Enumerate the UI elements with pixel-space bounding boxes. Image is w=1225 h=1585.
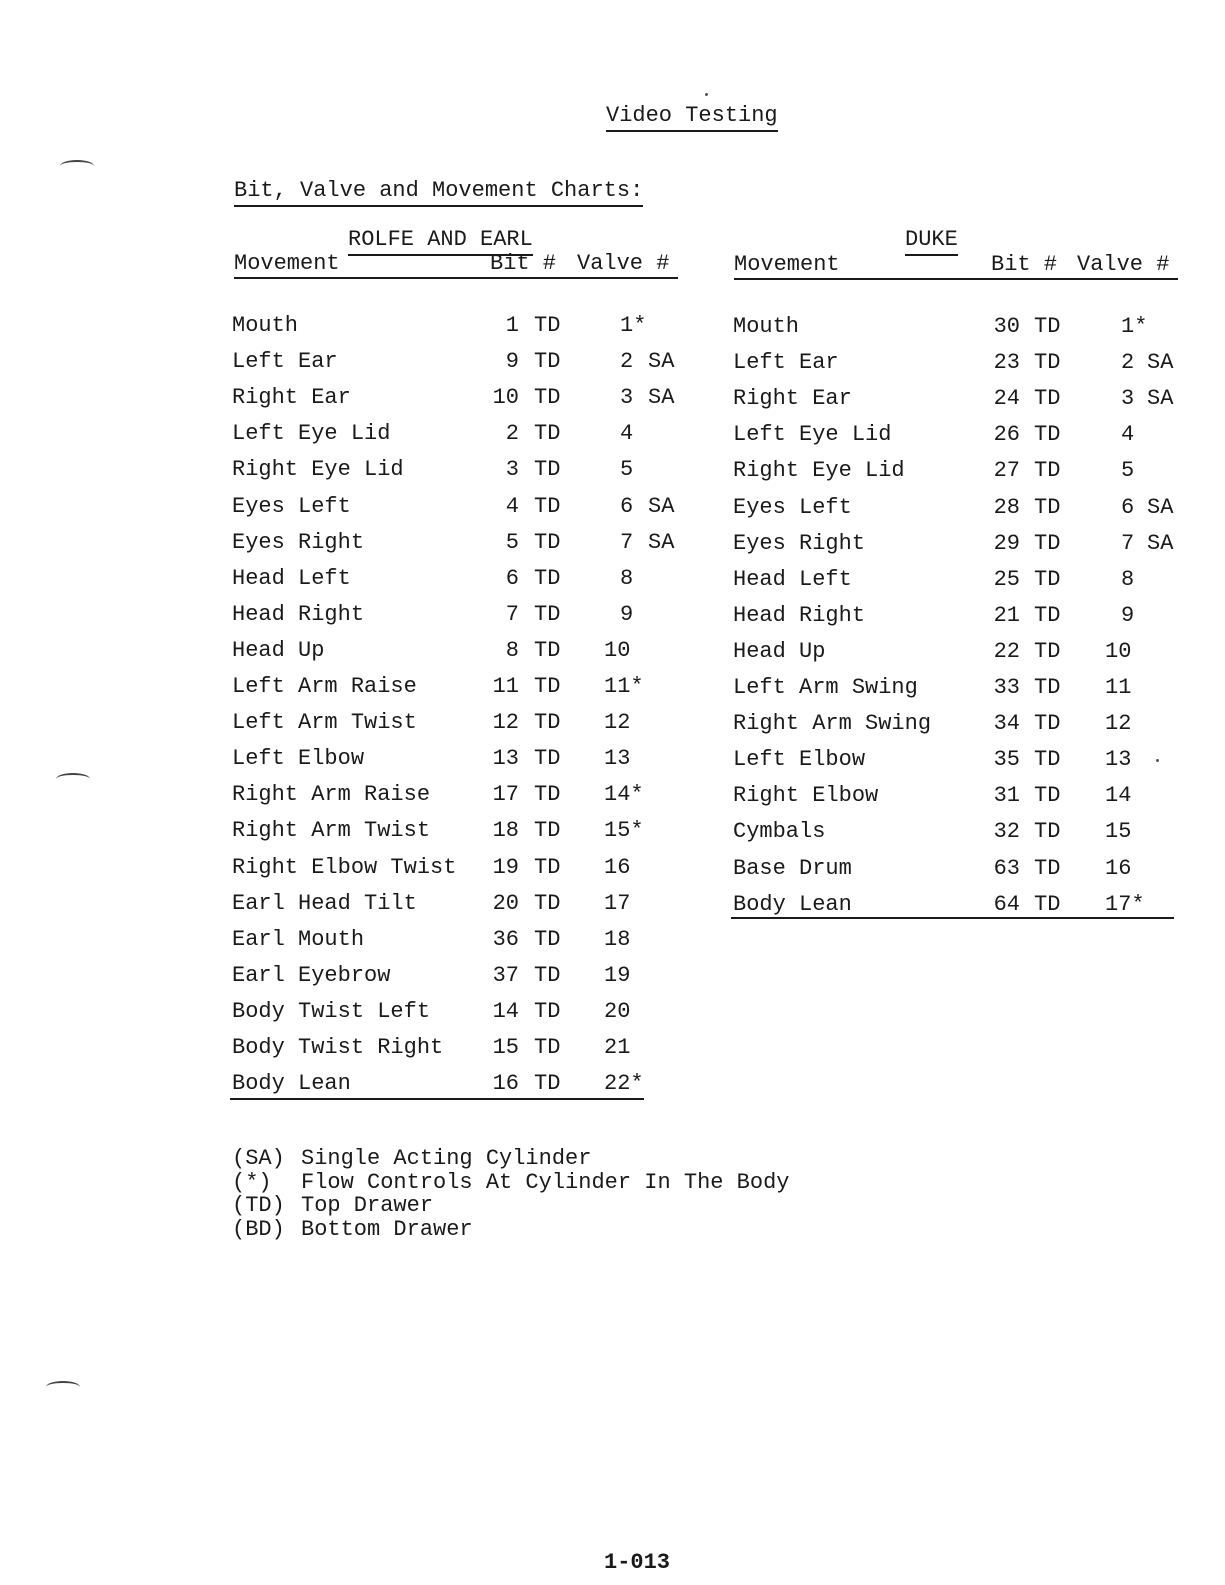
flag-cell: SA <box>648 385 675 411</box>
drawer-cell: TD <box>534 421 561 447</box>
movement-cell: Left Eye Lid <box>733 422 892 448</box>
bit-cell: 33 <box>993 675 1020 700</box>
drawer-cell: TD <box>1034 747 1061 773</box>
valve-cell: 19 <box>604 962 631 988</box>
movement-cell: Left Eye Lid <box>232 421 391 447</box>
drawer-cell: TD <box>534 782 561 808</box>
valve-cell: 18 <box>604 926 631 952</box>
bit-cell: 35 <box>993 747 1020 773</box>
drawer-cell: TD <box>534 854 561 880</box>
bit-cell: 4 <box>505 493 519 519</box>
drawer-cell: TD <box>1034 602 1061 628</box>
movement-cell: Earl Eyebrow <box>232 962 391 988</box>
valve-cell: 12 <box>1105 711 1132 737</box>
bit-cell: 24 <box>993 386 1020 412</box>
flag-cell: SA <box>648 529 675 555</box>
movement-cell: Body Lean <box>232 1071 351 1097</box>
valve-cell: 14* <box>604 782 644 808</box>
drawer-cell: TD <box>1034 675 1061 700</box>
bit-cell: 11 <box>492 674 519 699</box>
valve-cell: 5 <box>620 457 634 483</box>
valve-cell: 16 <box>604 854 631 880</box>
valve-cell: 8 <box>620 565 634 591</box>
drawer-cell: TD <box>1034 819 1061 845</box>
drawer-cell: TD <box>534 529 561 555</box>
valve-cell: 10 <box>604 637 631 663</box>
legend-text: Top Drawer <box>301 1193 434 1219</box>
legend-code: (SA) <box>232 1146 285 1171</box>
chart-subtitle: Bit, Valve and Movement Charts: <box>234 180 643 207</box>
page-title: Video Testing <box>606 105 778 132</box>
movement-cell: Right Elbow Twist <box>232 854 457 880</box>
right-table-bottom-rule <box>731 917 1174 919</box>
movement-cell: Right Ear <box>733 386 852 412</box>
drawer-cell: TD <box>534 890 561 916</box>
movement-cell: Mouth <box>733 314 800 339</box>
scan-speck <box>705 93 708 96</box>
drawer-cell: TD <box>1034 566 1061 592</box>
movement-cell: Left Arm Raise <box>232 674 417 699</box>
drawer-cell: TD <box>534 601 561 627</box>
flag-cell: SA <box>1147 530 1174 556</box>
valve-cell: 9 <box>1121 602 1135 628</box>
drawer-cell: TD <box>1034 422 1061 448</box>
flag-cell: SA <box>648 349 675 375</box>
legend-code: (BD) <box>232 1217 285 1243</box>
movement-cell: Base Drum <box>733 855 852 881</box>
movement-cell: Body Lean <box>733 891 852 917</box>
bit-cell: 3 <box>505 457 519 483</box>
left-group-title: ROLFE AND EARL <box>348 229 533 256</box>
flag-cell: SA <box>1147 386 1174 412</box>
bit-cell: 23 <box>993 350 1020 376</box>
bit-cell: 2 <box>505 421 519 447</box>
drawer-cell: TD <box>1034 638 1061 664</box>
drawer-cell: TD <box>1034 386 1061 412</box>
drawer-cell: TD <box>534 1035 561 1060</box>
bit-cell: 17 <box>492 782 519 808</box>
valve-cell: 6 <box>620 493 634 519</box>
drawer-cell: TD <box>534 493 561 519</box>
bit-cell: 34 <box>993 711 1020 737</box>
valve-cell: 6 <box>1121 494 1135 520</box>
flag-cell: SA <box>648 493 675 519</box>
bit-cell: 30 <box>993 314 1020 339</box>
left-header-movement: Movement <box>234 251 340 276</box>
bit-cell: 26 <box>993 422 1020 448</box>
movement-cell: Left Arm Twist <box>232 710 417 736</box>
valve-cell: 16 <box>1105 855 1132 881</box>
valve-cell: 7 <box>620 529 634 555</box>
drawer-cell: TD <box>534 1071 561 1097</box>
valve-cell: 7 <box>1121 530 1135 556</box>
drawer-cell: TD <box>1034 350 1061 376</box>
valve-cell: 13 <box>604 746 631 772</box>
movement-cell: Right Arm Twist <box>232 818 431 844</box>
bit-cell: 15 <box>492 1035 519 1060</box>
drawer-cell: TD <box>534 746 561 772</box>
left-table-bottom-rule <box>230 1098 644 1100</box>
bit-cell: 27 <box>993 458 1020 484</box>
valve-cell: 17 <box>604 890 631 916</box>
drawer-cell: TD <box>1034 314 1061 339</box>
punch-hole-mark <box>60 160 94 172</box>
drawer-cell: TD <box>534 818 561 844</box>
punch-hole-mark <box>56 773 90 785</box>
valve-cell: 20 <box>604 998 631 1024</box>
movement-cell: Head Left <box>232 565 351 591</box>
valve-cell: 2 <box>620 349 634 375</box>
drawer-cell: TD <box>1034 891 1061 917</box>
bit-cell: 7 <box>505 601 519 627</box>
bit-cell: 12 <box>492 710 519 736</box>
bit-cell: 64 <box>993 891 1020 917</box>
bit-cell: 25 <box>993 566 1020 592</box>
left-header-bit: Bit # <box>490 251 557 276</box>
movement-cell: Head Left <box>733 566 852 592</box>
valve-cell: 1* <box>1121 314 1148 339</box>
movement-cell: Right Arm Swing <box>733 711 932 737</box>
valve-cell: 11 <box>1105 675 1132 700</box>
bit-cell: 19 <box>492 854 519 880</box>
valve-cell: 2 <box>1121 350 1135 376</box>
legend-text: Single Acting Cylinder <box>301 1146 592 1171</box>
bit-cell: 20 <box>492 890 519 916</box>
valve-cell: 8 <box>1121 566 1135 592</box>
valve-cell: 1* <box>620 313 647 338</box>
valve-cell: 12 <box>604 710 631 736</box>
right-header-valve: Valve # <box>1077 252 1170 277</box>
valve-cell: 17* <box>1105 891 1145 917</box>
valve-cell: 15 <box>1105 819 1132 845</box>
page-number: 1-013 <box>604 1550 671 1575</box>
valve-cell: 3 <box>1121 386 1135 412</box>
punch-hole-mark <box>46 1381 80 1393</box>
valve-cell: 13 <box>1105 747 1132 773</box>
valve-cell: 9 <box>620 601 634 627</box>
movement-cell: Right Elbow <box>733 783 879 809</box>
movement-cell: Right Ear <box>232 385 351 411</box>
movement-cell: Eyes Left <box>232 493 351 519</box>
bit-cell: 22 <box>993 638 1020 664</box>
movement-cell: Head Up <box>733 638 826 664</box>
drawer-cell: TD <box>534 710 561 736</box>
drawer-cell: TD <box>1034 711 1061 737</box>
movement-cell: Earl Head Tilt <box>232 890 417 916</box>
bit-cell: 29 <box>993 530 1020 556</box>
right-header-movement: Movement <box>734 252 840 277</box>
movement-cell: Eyes Right <box>733 530 866 556</box>
bit-cell: 31 <box>993 783 1020 809</box>
legend-code: (TD) <box>232 1193 285 1219</box>
movement-cell: Right Eye Lid <box>733 458 905 484</box>
left-header-rule <box>234 277 678 279</box>
bit-cell: 28 <box>993 494 1020 520</box>
bit-cell: 18 <box>492 818 519 844</box>
valve-cell: 21 <box>604 1035 631 1060</box>
movement-cell: Head Right <box>733 602 866 628</box>
valve-cell: 11* <box>604 674 644 699</box>
movement-cell: Head Right <box>232 601 365 627</box>
legend-text: Flow Controls At Cylinder In The Body <box>301 1169 790 1195</box>
drawer-cell: TD <box>534 926 561 952</box>
bit-cell: 14 <box>492 998 519 1024</box>
movement-cell: Right Arm Raise <box>232 782 431 808</box>
drawer-cell: TD <box>534 349 561 375</box>
movement-cell: Body Twist Left <box>232 998 431 1024</box>
bit-cell: 10 <box>492 385 519 411</box>
drawer-cell: TD <box>1034 855 1061 881</box>
bit-cell: 6 <box>505 565 519 591</box>
valve-cell: 4 <box>620 421 634 447</box>
bit-cell: 16 <box>492 1071 519 1097</box>
legend-text: Bottom Drawer <box>301 1217 473 1243</box>
drawer-cell: TD <box>534 565 561 591</box>
valve-cell: 15* <box>604 818 644 844</box>
bit-cell: 37 <box>492 962 519 988</box>
valve-cell: 4 <box>1121 422 1135 448</box>
drawer-cell: TD <box>1034 530 1061 556</box>
drawer-cell: TD <box>1034 458 1061 484</box>
drawer-cell: TD <box>534 674 561 699</box>
movement-cell: Left Ear <box>733 350 839 376</box>
movement-cell: Left Elbow <box>232 746 365 772</box>
bit-cell: 32 <box>993 819 1020 845</box>
valve-cell: 5 <box>1121 458 1135 484</box>
flag-cell: SA <box>1147 350 1174 376</box>
valve-cell: 10 <box>1105 638 1132 664</box>
movement-cell: Eyes Left <box>733 494 852 520</box>
bit-cell: 5 <box>505 529 519 555</box>
drawer-cell: TD <box>534 313 561 338</box>
movement-cell: Head Up <box>232 637 325 663</box>
right-group-title: DUKE <box>905 229 958 256</box>
bit-cell: 63 <box>993 855 1020 881</box>
valve-cell: 14 <box>1105 783 1132 809</box>
right-header-bit: Bit # <box>991 252 1058 277</box>
movement-cell: Body Twist Right <box>232 1035 444 1060</box>
drawer-cell: TD <box>534 962 561 988</box>
movement-cell: Left Elbow <box>733 747 866 773</box>
movement-cell: Cymbals <box>733 819 826 845</box>
movement-cell: Mouth <box>232 313 299 338</box>
scan-speck <box>1156 759 1159 762</box>
movement-cell: Earl Mouth <box>232 926 365 952</box>
legend-code: (*) <box>232 1169 272 1195</box>
movement-cell: Eyes Right <box>232 529 365 555</box>
drawer-cell: TD <box>534 385 561 411</box>
left-header-valve: Valve # <box>577 251 670 276</box>
drawer-cell: TD <box>1034 494 1061 520</box>
right-header-rule <box>734 278 1178 280</box>
bit-cell: 13 <box>492 746 519 772</box>
drawer-cell: TD <box>534 637 561 663</box>
bit-cell: 9 <box>505 349 519 375</box>
drawer-cell: TD <box>534 998 561 1024</box>
flag-cell: SA <box>1147 494 1174 520</box>
bit-cell: 8 <box>505 637 519 663</box>
movement-cell: Left Arm Swing <box>733 675 918 700</box>
movement-cell: Right Eye Lid <box>232 457 404 483</box>
bit-cell: 21 <box>993 602 1020 628</box>
bit-cell: 36 <box>492 926 519 952</box>
valve-cell: 22* <box>604 1071 644 1097</box>
valve-cell: 3 <box>620 385 634 411</box>
movement-cell: Left Ear <box>232 349 338 375</box>
drawer-cell: TD <box>534 457 561 483</box>
bit-cell: 1 <box>505 313 519 338</box>
drawer-cell: TD <box>1034 783 1061 809</box>
